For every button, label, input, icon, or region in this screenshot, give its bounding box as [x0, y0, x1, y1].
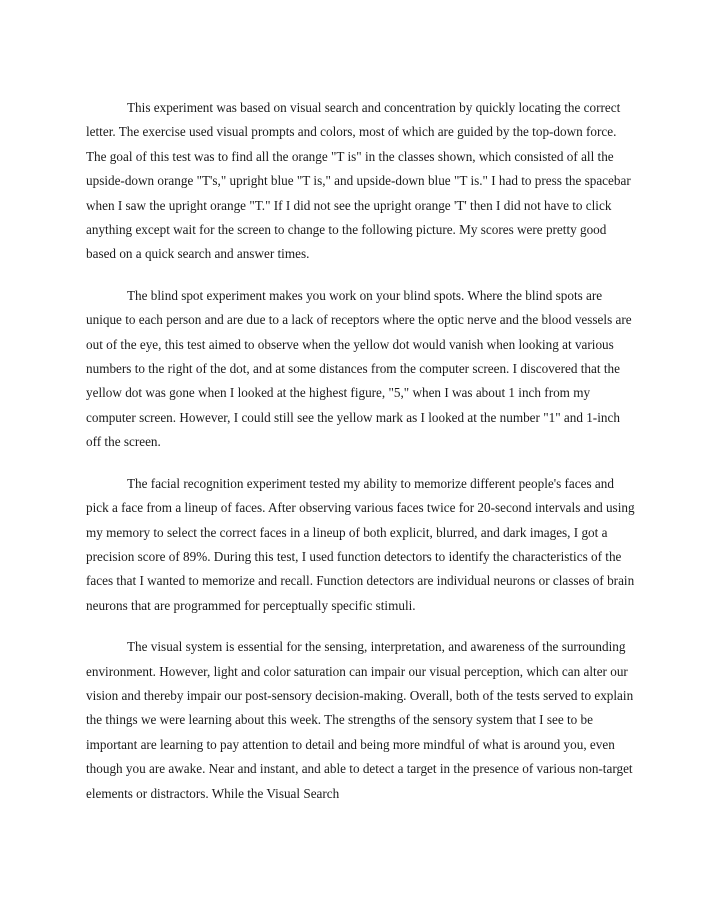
paragraph-visual-search: This experiment was based on visual search and concentration by quickly locating the correct letter. The exercise used visual prompts and colors, most of which are guided by the top-down force. The goal of this test was to find all the orange "T is" in the classes shown, which consisted of all the upside-down orange "T's," upright blue "T is," and upside-down blue "T is." I had to press the spacebar when I saw the upright orange "T." If I did not see the upright orange 'T' then I did not have to click anything except wait for the screen to change to the following picture. My scores were pretty good based on a quick search and answer times.: [86, 100, 631, 262]
paragraph-visual-system: The visual system is essential for the sensing, interpretation, and awareness of the surrounding environment. However, light and color saturation can impair our visual perception, which can alter our vision and thereby impair our post-sensory decision-making. Overall, both of the tests served to explain the things we were learning about this week. The strengths of the sensory system that I see to be important are learning to pay attention to detail and being more mindful of what is around you, even though you are awake. Near and instant, and able to detect a target in the presence of various non-target elements or distractors. While the Visual Search: [86, 639, 634, 801]
paragraph-blind-spot: The blind spot experiment makes you work on your blind spots. Where the blind spots are unique to each person and are due to a lack of receptors where the optic nerve and the blood vessels are out of the eye, this test aimed to observe when the yellow dot would vanish when looking at various numbers to the right of the dot, and at some distances from the computer screen. I discovered that the yellow dot was gone when I looked at the highest figure, "5," when I was about 1 inch from my computer screen. However, I could still see the yellow mark as I looked at the number "1" and 1-inch off the screen.: [86, 287, 632, 450]
paragraph-facial-recognition: The facial recognition experiment tested my ability to memorize different people's faces and pick a face from a lineup of faces. After observing various faces twice for 20-second intervals and using my memory to select the correct faces in a lineup of both explicit, blurred, and dark images, I got a precision score of 89%. During this test, I used function detectors to identify the characteristics of the faces that I wanted to memorize and recall. Function detectors are individual neurons or classes of brain neurons that are programmed for perceptually specific stimuli.: [86, 475, 635, 613]
document-body: [86, 96, 638, 823]
